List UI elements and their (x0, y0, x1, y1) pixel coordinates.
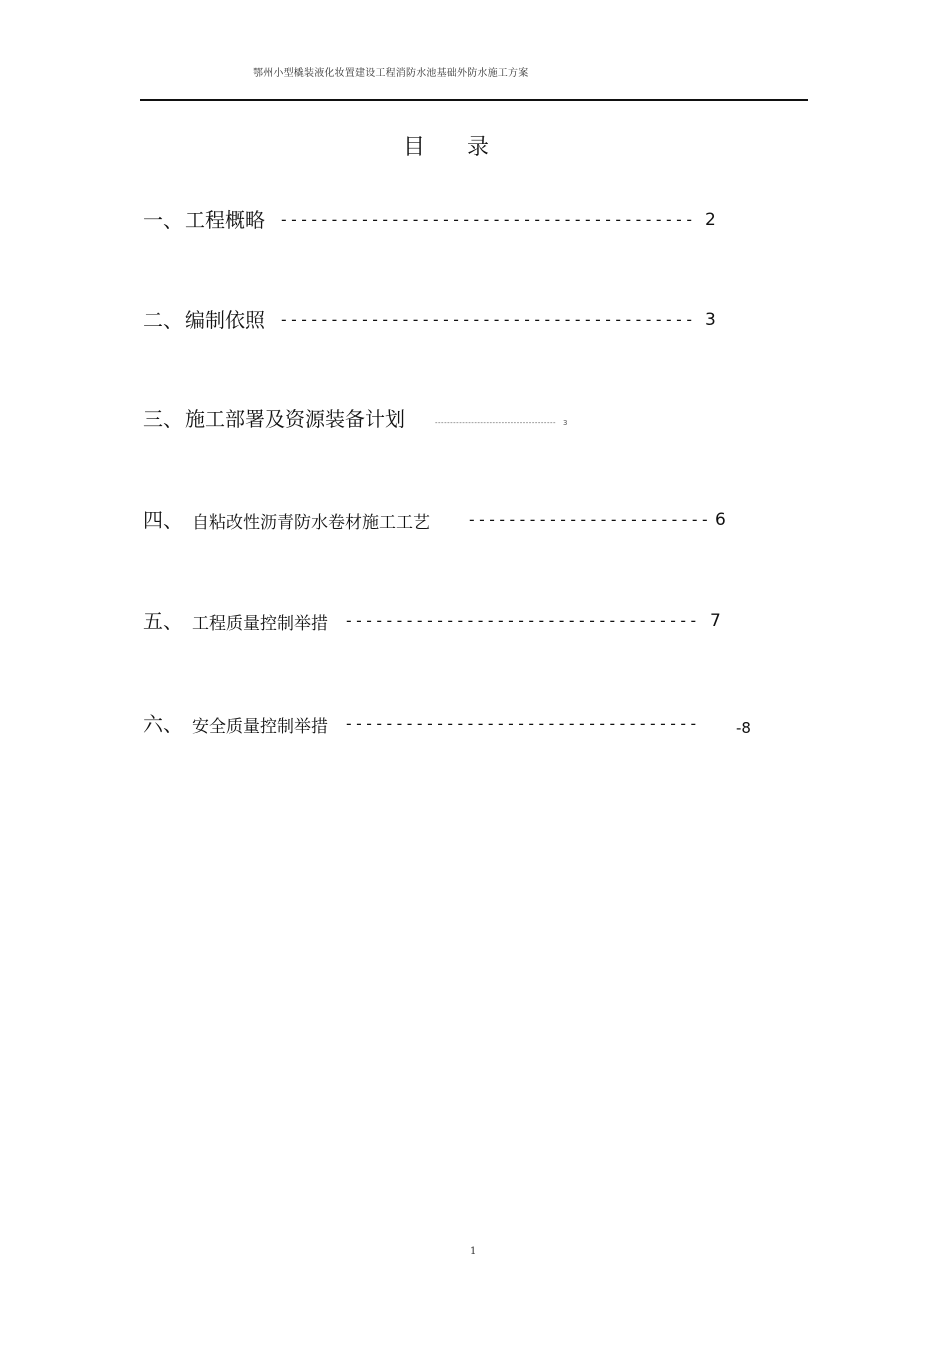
toc-entry-leader: ----------------------------------- (344, 716, 699, 732)
toc-entry-2[interactable] (143, 310, 743, 336)
toc-entry-label: 工程概略 (185, 208, 265, 232)
toc-entry-leader: ----------------------------------------- (279, 212, 695, 228)
running-header: 鄂州小型橇装液化妆置建设工程消防水池基础外防水施工方案 (253, 68, 529, 79)
toc-entry-number: 六、 (143, 712, 183, 736)
toc-entry-number: 三、 (143, 407, 183, 431)
toc-entry-3[interactable] (143, 409, 743, 435)
header-rule (140, 99, 808, 101)
toc-entry-number: 四、 (143, 508, 183, 532)
toc-entry-5[interactable] (143, 611, 743, 637)
toc-entry-number: 二、 (143, 308, 183, 332)
toc-entry-leader: ----------------------------------------- (279, 312, 695, 328)
toc-entry-label: 工程质量控制举措 (192, 614, 328, 634)
toc-entry-leader: ---------------------------------------- (435, 420, 557, 427)
toc-entry-page: 3 (705, 310, 716, 330)
toc-entry-1[interactable] (143, 210, 743, 236)
toc-entry-number: 一、 (143, 208, 183, 232)
toc-entry-number: 五、 (143, 609, 183, 633)
toc-entry-label: 施工部署及资源装备计划 (185, 407, 405, 431)
toc-entry-page: 3 (563, 420, 568, 427)
toc-entry-leader: ----------------------------------- (344, 613, 699, 629)
toc-entry-page: 7 (710, 611, 721, 631)
toc-entry-label: 编制依照 (185, 308, 265, 332)
toc-entry-label: 自粘改性沥青防水卷材施工工艺 (192, 513, 430, 533)
toc-entry-page: -8 (736, 719, 751, 737)
toc-entry-6[interactable] (143, 714, 763, 744)
toc-entry-page: 6 (715, 510, 726, 530)
toc-title: 目录 (403, 135, 532, 160)
toc-entry-label: 安全质量控制举措 (192, 717, 328, 737)
page-number: 1 (470, 1246, 477, 1257)
toc-entry-4[interactable] (143, 510, 743, 536)
toc-entry-leader: ------------------------ (467, 512, 711, 528)
toc-entry-page: 2 (705, 210, 716, 230)
